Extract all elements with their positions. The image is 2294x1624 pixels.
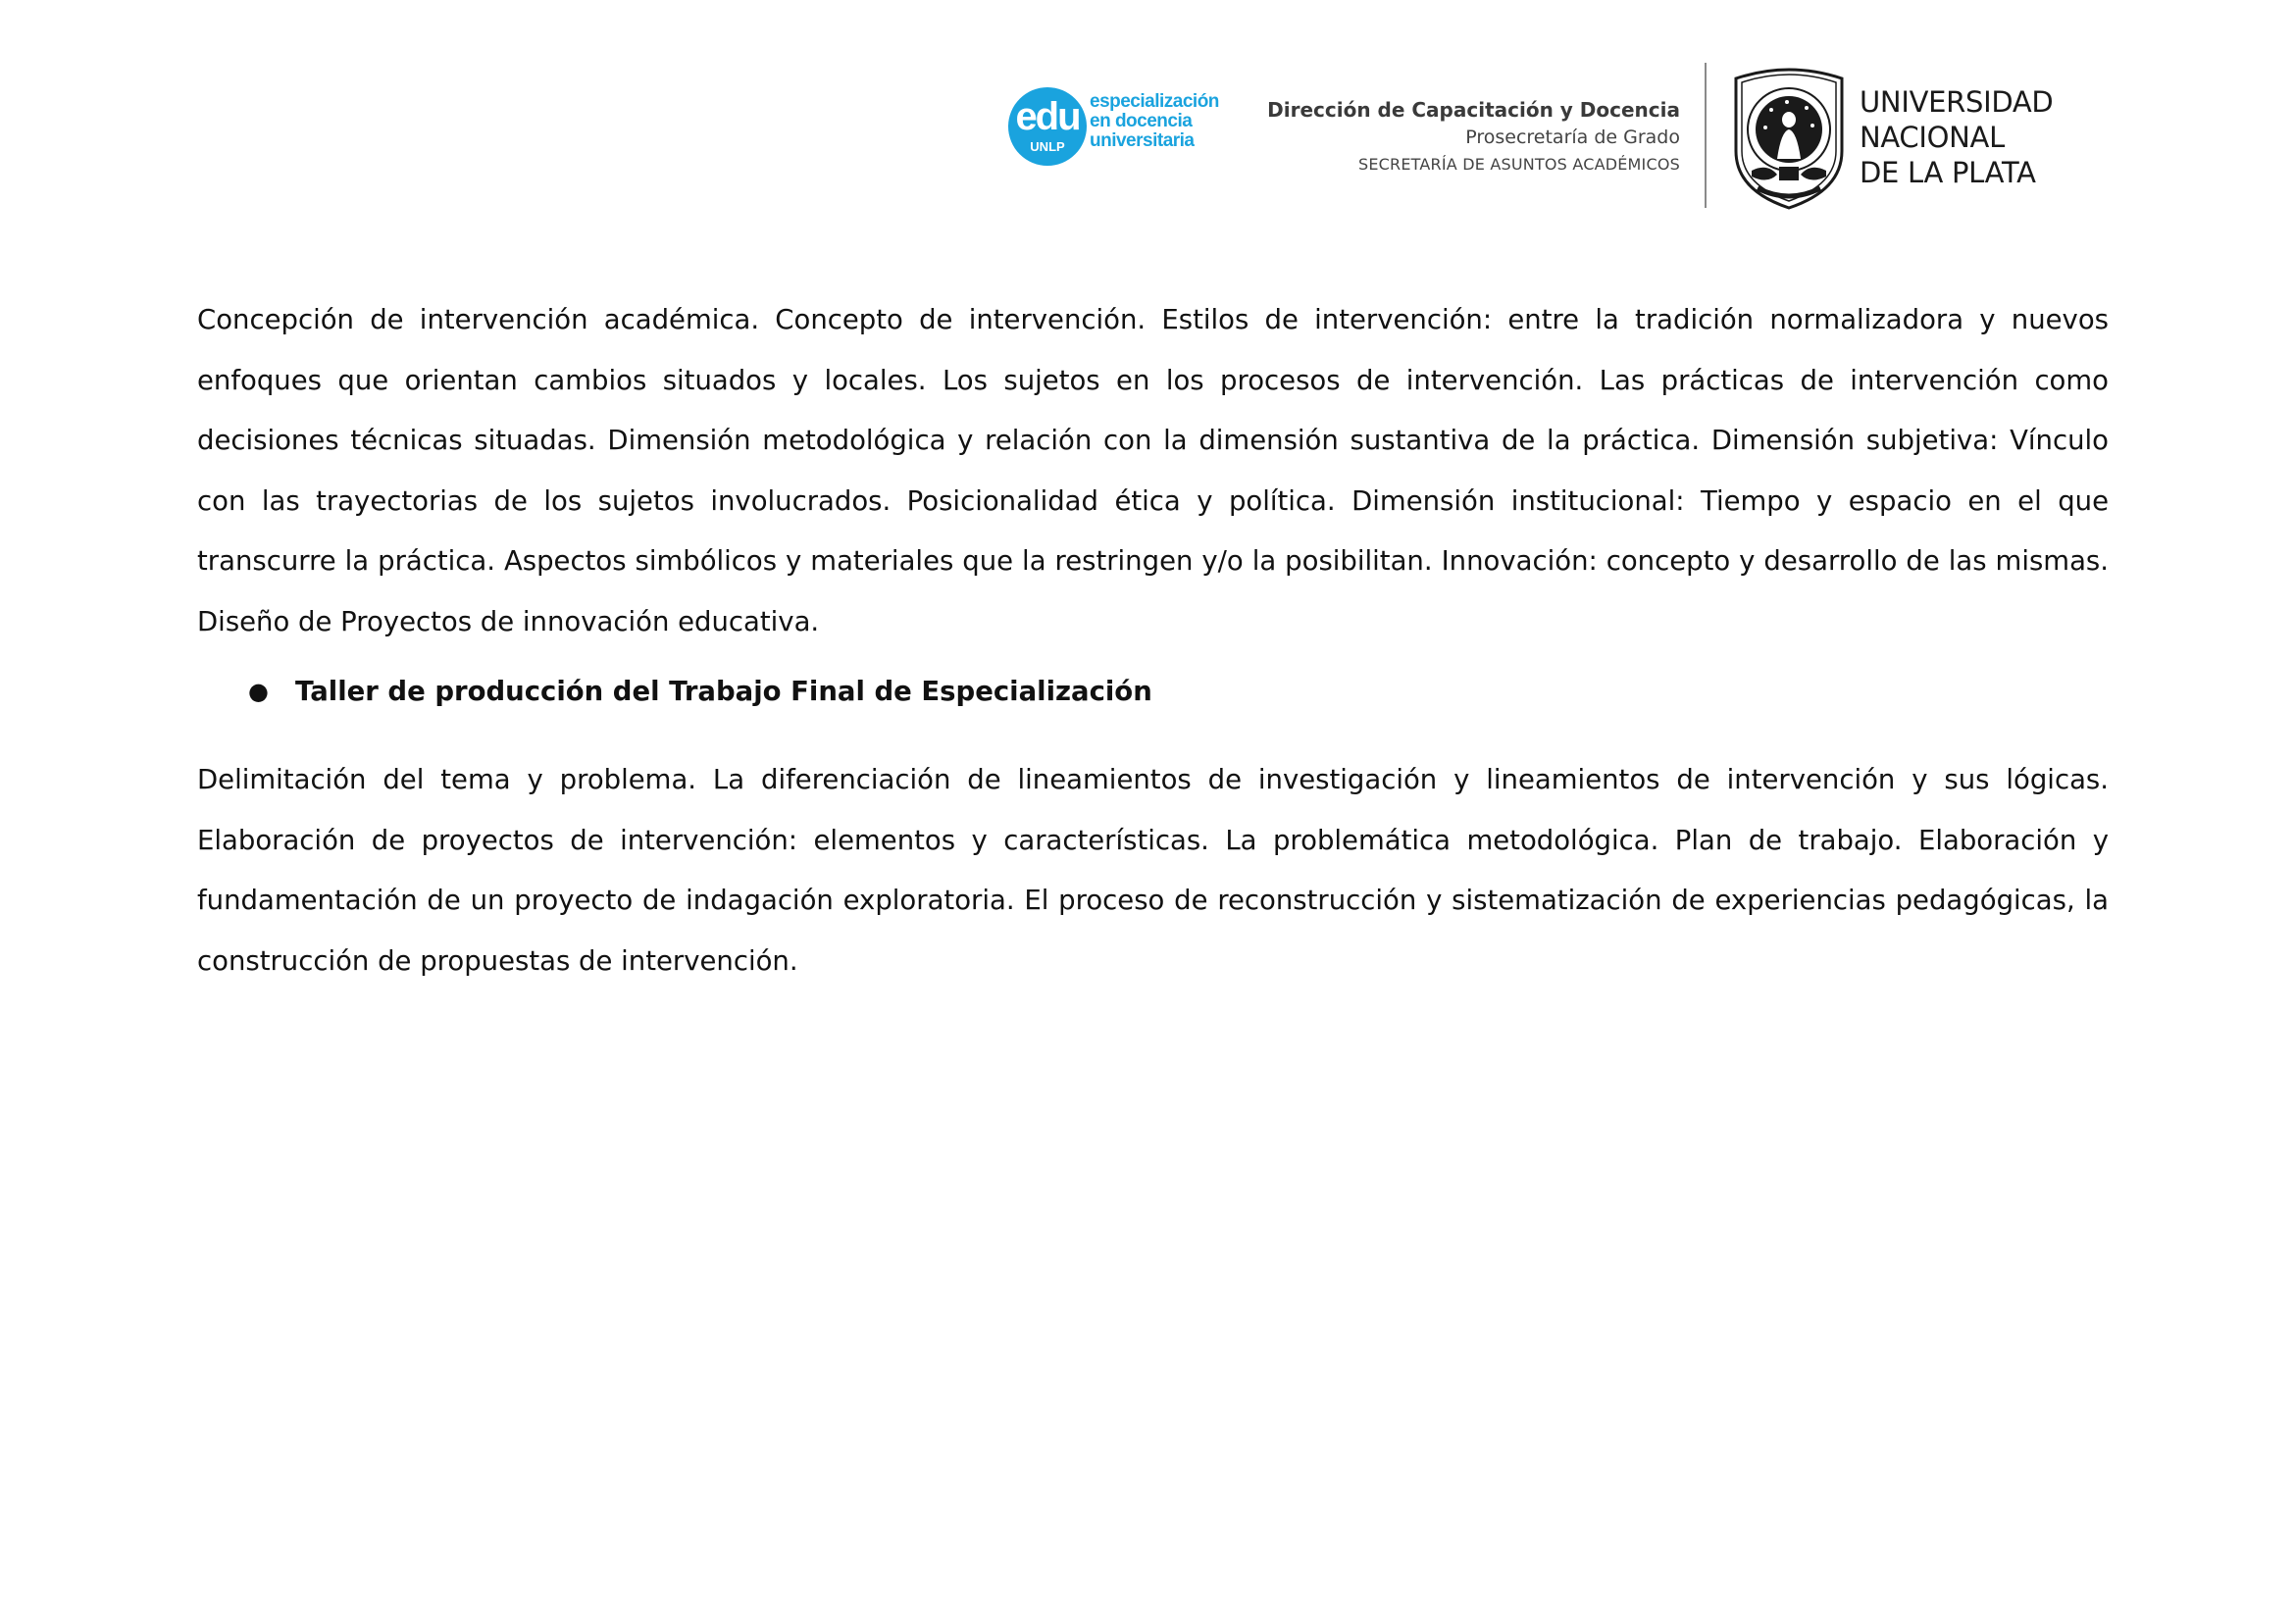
- edu-logo-line2: en docencia: [1090, 111, 1193, 131]
- edu-logo: [1005, 86, 1221, 169]
- direction-subtitle: Prosecretaría de Grado: [1465, 127, 1680, 148]
- edu-mark-subtext: UNLP: [1030, 139, 1065, 154]
- direction-title: Dirección de Capacitación y Docencia: [1267, 98, 1680, 122]
- university-name-line3: DE LA PLATA: [1860, 156, 2036, 189]
- direction-block: [1201, 96, 1680, 178]
- unlp-seal-icon: [1728, 61, 1850, 210]
- bullet-icon: ●: [248, 678, 269, 705]
- edu-logo-icon: [1007, 86, 1088, 167]
- edu-logo-line3: universitaria: [1090, 130, 1195, 151]
- edu-logo-line1: especialización: [1090, 91, 1219, 112]
- page-header: [1005, 59, 2055, 216]
- paragraph-workshop: Delimitación del tema y problema. La diferenciación de lineamientos de investigación y lineamientos de intervención y sus lógicas. Elaboración de proyectos de intervención: elementos y características. La problemática metodológica. Plan de trabajo. Elaboración y fundamentación de un proyecto de indagación exploratoria. El proceso de reconstrucción y sistematización de experiencias pedagógicas, la construcción de propuestas de intervención.: [197, 764, 2109, 977]
- paragraph-intervention: Concepción de intervención académica. Concepto de intervención. Estilos de intervención: entre la tradición normalizadora y nuevos enfoques que orientan cambios situados y locales. Los sujetos en los procesos de intervención. Las prácticas de intervención como decisiones técnicas situadas. Dimensión metodológica y relación con la dimensión sustantiva de la práctica. Dimensión subjetiva: Vínculo con las trayectorias de los sujetos involucrados. Posicionalidad ética y política. Dimensión institucional: Tiempo y espacio en el que transcurre la práctica. Aspectos simbólicos y materiales que la restringen y/o la posibilitan. Innovación: concepto y desarrollo de las mismas. Diseño de Proyectos de innovación educativa.: [197, 304, 2109, 637]
- university-name-line2: NACIONAL: [1860, 121, 2005, 154]
- edu-mark-text: edu: [1015, 95, 1080, 138]
- header-divider: [1705, 63, 1707, 208]
- direction-secretariat: SECRETARÍA DE ASUNTOS ACADÉMICOS: [1358, 155, 1680, 174]
- bullet-item: [197, 664, 2109, 719]
- document-body: [197, 290, 2109, 991]
- university-name-line1: UNIVERSIDAD: [1860, 85, 2054, 119]
- bullet-heading: Taller de producción del Trabajo Final de Especialización: [295, 676, 1152, 707]
- university-name: [1860, 84, 2056, 190]
